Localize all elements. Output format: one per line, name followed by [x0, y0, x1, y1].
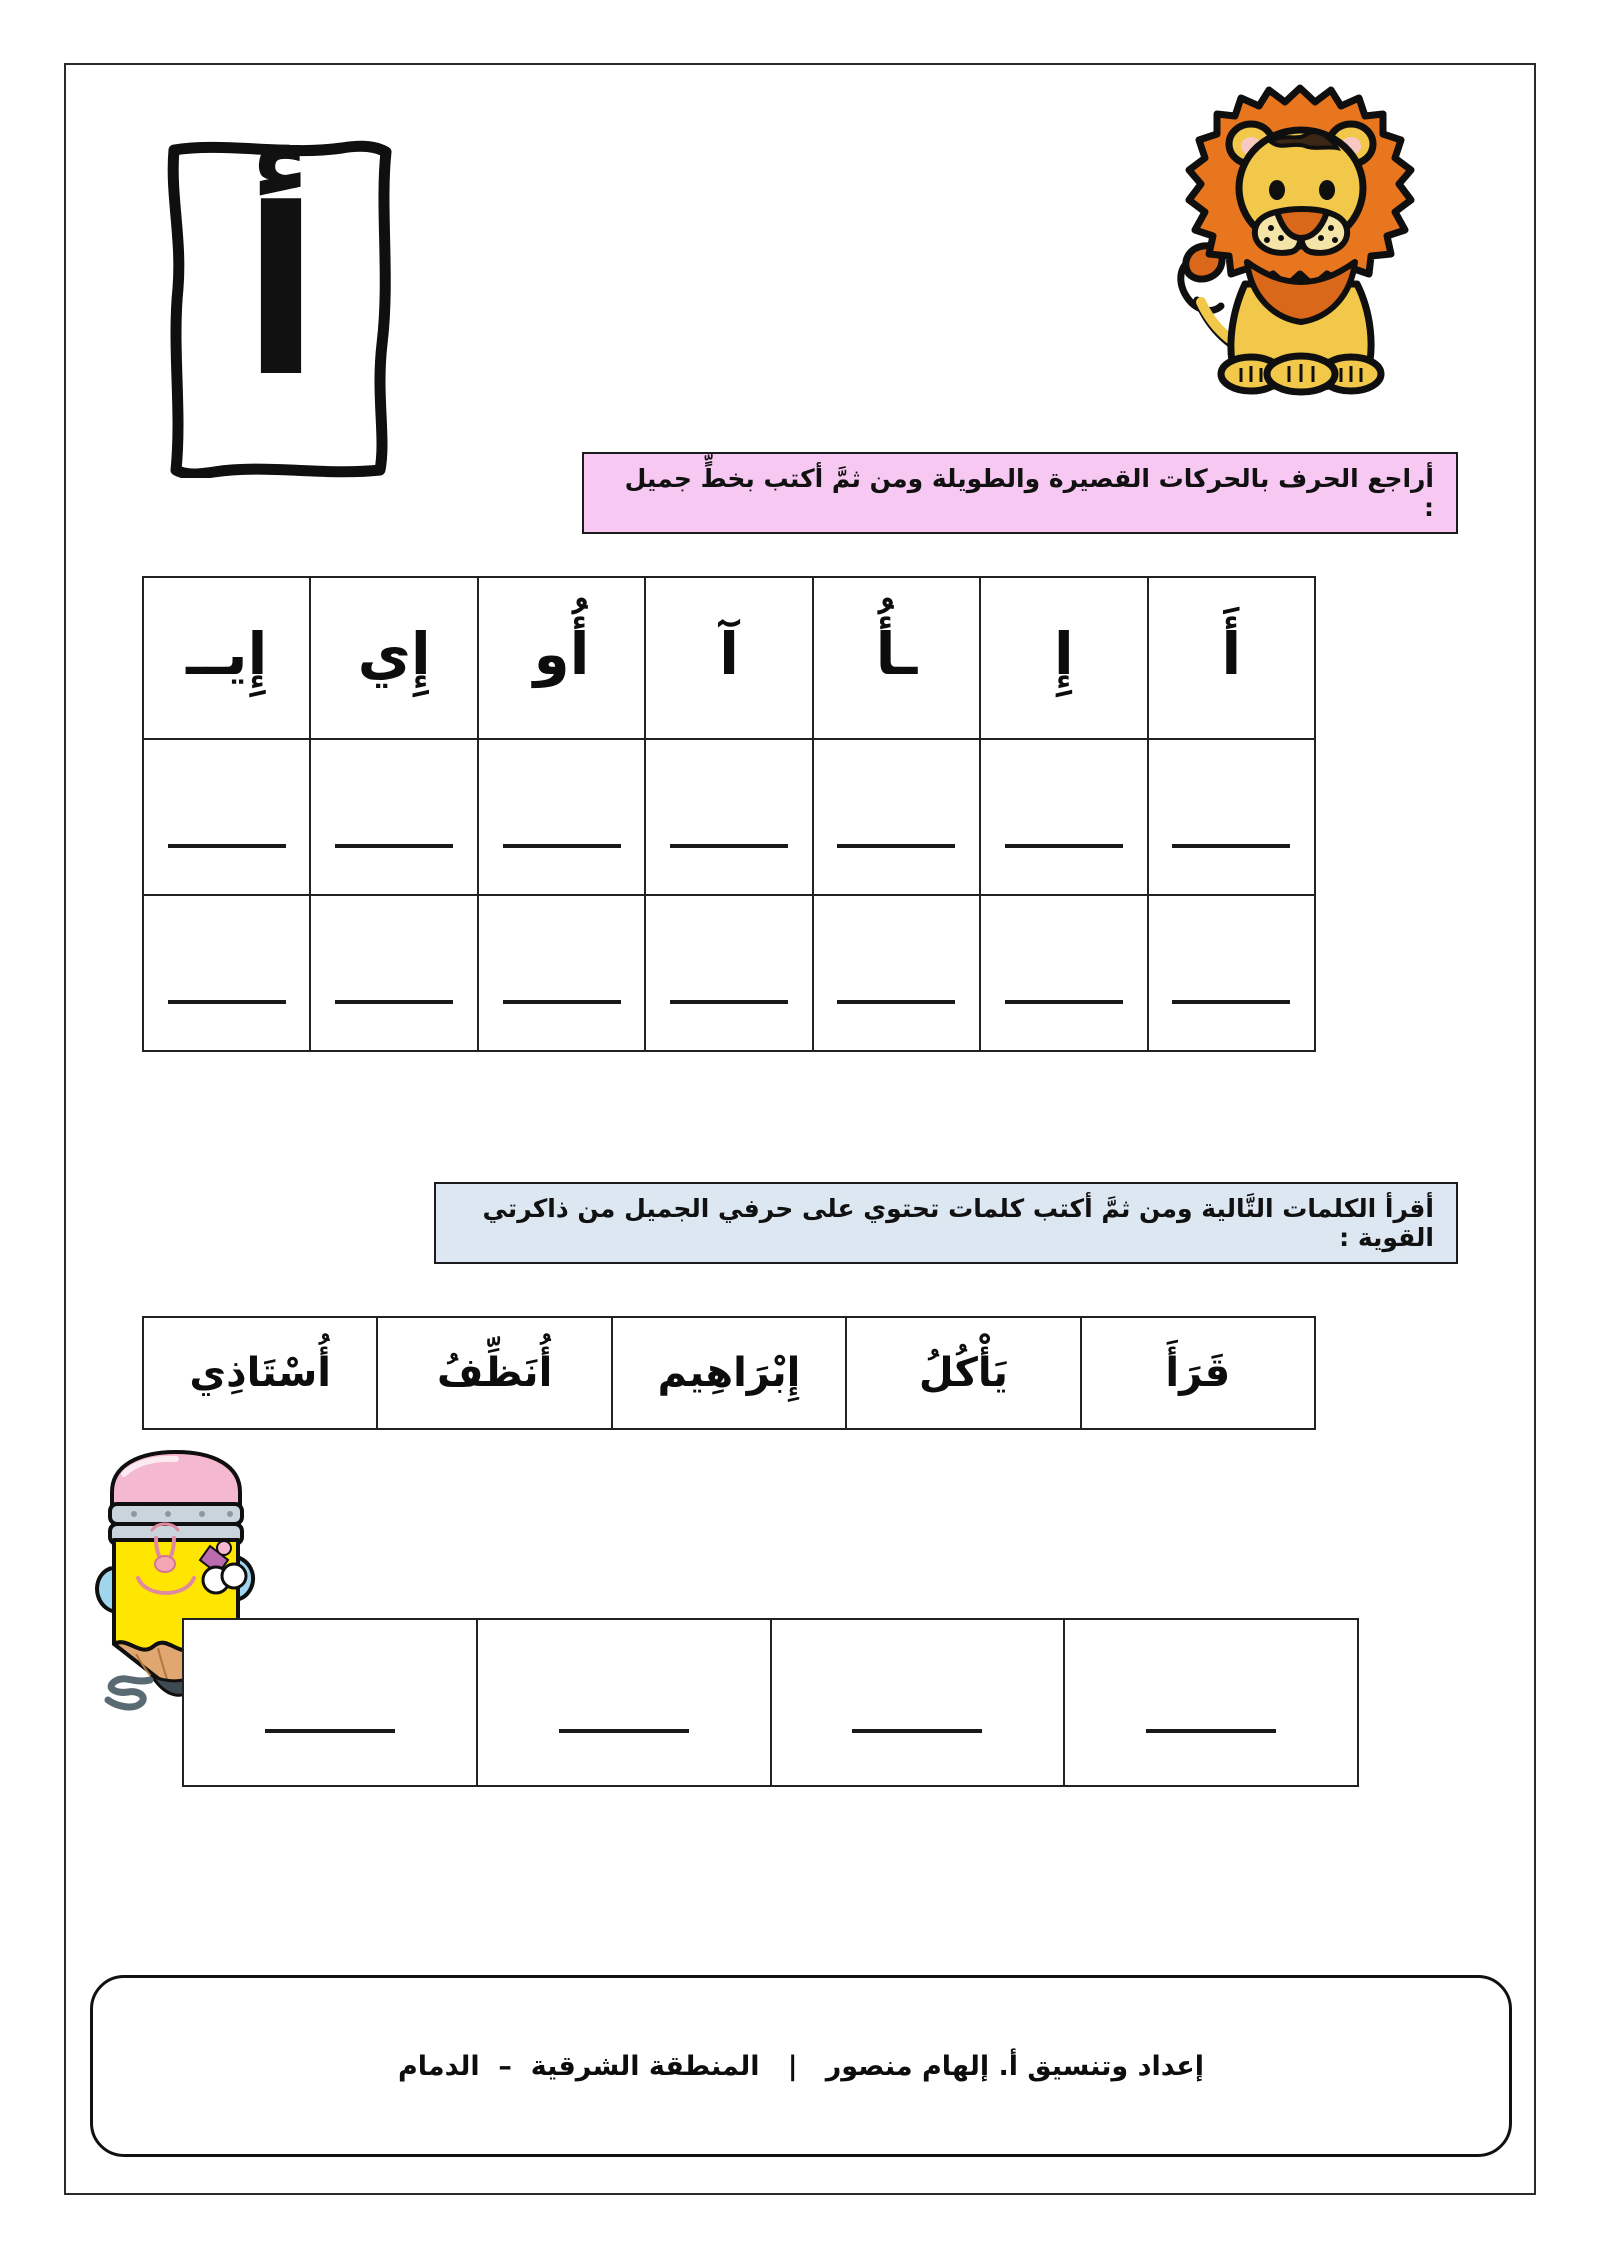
read-instruction-banner: أقرأ الكلمات التَّالية ومن ثمَّ أكتب كلمات تحتوي على حرفي الجميل من ذاكرتي القوية :	[434, 1182, 1458, 1264]
writing-blank-cell[interactable]	[645, 895, 812, 1051]
write-on-line	[670, 1000, 788, 1004]
letter-card	[166, 138, 396, 478]
answer-blank-cell[interactable]	[1064, 1619, 1358, 1786]
letter-cell: آ	[645, 577, 812, 739]
letter-cell: أَ	[1148, 577, 1315, 739]
write-on-line	[1005, 844, 1123, 848]
write-on-line	[503, 844, 621, 848]
lion-icon	[1155, 62, 1445, 402]
word-cell: قَرَأَ	[1081, 1317, 1315, 1429]
write-on-line	[1146, 1729, 1276, 1733]
word-cell: أُنَظِّفُ	[377, 1317, 611, 1429]
table-row-practice-1	[143, 739, 1315, 895]
big-letter-alef: أ	[241, 161, 321, 428]
table-row-letters	[143, 577, 1315, 739]
writing-blank-cell[interactable]	[813, 895, 980, 1051]
write-on-line	[670, 844, 788, 848]
write-on-line	[559, 1729, 689, 1733]
writing-blank-cell[interactable]	[143, 895, 310, 1051]
write-on-line	[168, 844, 286, 848]
table-row-words	[143, 1317, 1315, 1429]
words-table	[142, 1316, 1316, 1430]
write-on-line	[335, 844, 453, 848]
letter-cell: إِيــ	[143, 577, 310, 739]
write-on-line	[1172, 1000, 1290, 1004]
writing-blank-cell[interactable]	[143, 739, 310, 895]
answer-blank-cell[interactable]	[477, 1619, 771, 1786]
table-row-practice-2	[143, 895, 1315, 1051]
writing-blank-cell[interactable]	[813, 739, 980, 895]
table-row-answers	[183, 1619, 1358, 1786]
writing-blank-cell[interactable]	[1148, 895, 1315, 1051]
writing-blank-cell[interactable]	[645, 739, 812, 895]
write-on-line	[1005, 1000, 1123, 1004]
write-on-line	[265, 1729, 395, 1733]
writing-blank-cell[interactable]	[478, 895, 645, 1051]
writing-blank-cell[interactable]	[310, 739, 477, 895]
letter-cell: ـأُ	[813, 577, 980, 739]
write-on-line	[1172, 844, 1290, 848]
word-cell: يَأْكُلُ	[846, 1317, 1080, 1429]
writing-blank-cell[interactable]	[310, 895, 477, 1051]
writing-blank-cell[interactable]	[478, 739, 645, 895]
write-on-line	[852, 1729, 982, 1733]
word-cell: أُسْتَاذِي	[143, 1317, 377, 1429]
writing-blank-cell[interactable]	[980, 895, 1147, 1051]
answers-table	[182, 1618, 1359, 1787]
answer-blank-cell[interactable]	[183, 1619, 477, 1786]
write-on-line	[837, 844, 955, 848]
letter-cell: إِي	[310, 577, 477, 739]
footer-credit-text: إعداد وتنسيق أ. إلهام منصور | المنطقة الشرقية – الدمام	[398, 2050, 1205, 2082]
writing-blank-cell[interactable]	[980, 739, 1147, 895]
review-instruction-banner: أراجع الحرف بالحركات القصيرة والطويلة ومن ثمَّ أكتب بخطٍّ جميل :	[582, 452, 1458, 534]
footer-box	[90, 1975, 1512, 2157]
letter-cell: أُو	[478, 577, 645, 739]
write-on-line	[837, 1000, 955, 1004]
writing-blank-cell[interactable]	[1148, 739, 1315, 895]
letters-practice-table	[142, 576, 1316, 1052]
letter-cell: إِ	[980, 577, 1147, 739]
write-on-line	[168, 1000, 286, 1004]
answer-blank-cell[interactable]	[771, 1619, 1065, 1786]
write-on-line	[335, 1000, 453, 1004]
write-on-line	[503, 1000, 621, 1004]
word-cell: إِبْرَاهِيم	[612, 1317, 846, 1429]
